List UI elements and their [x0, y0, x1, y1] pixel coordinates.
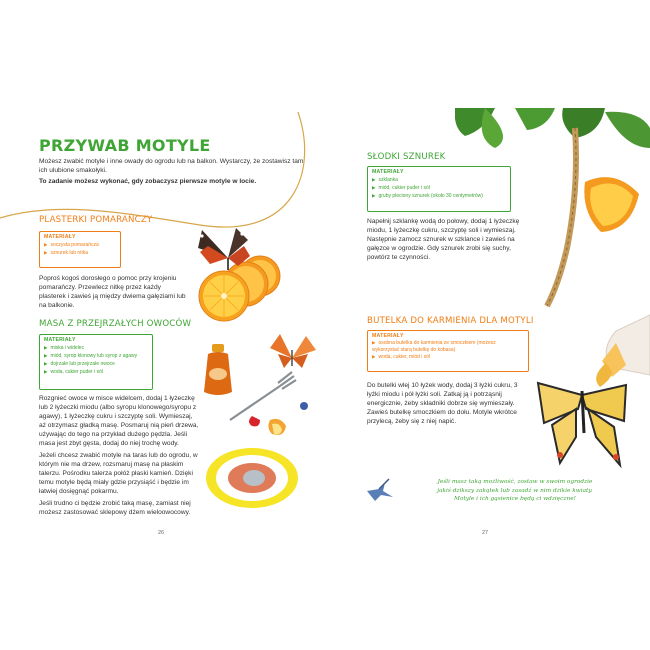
fruit-text-2: Jeżeli chcesz zwabić motyle na taras lub do ogrodu, w którym nie ma drzew, rozsmaruj masę na płaskim talerzu. Pośrodku talerza połóż płaski kamień. Dzięki temu motyle będą miały gdzie przysiąść i będzie im łatwiej dosięgnąć pokarmu.	[39, 452, 198, 495]
page-number-right: 27	[482, 530, 489, 536]
note-line: jakiś dzikszy zakątek lub zasadź w nim dzikie kwiaty.	[437, 487, 593, 494]
fruit-materials-box	[39, 334, 153, 390]
material-item: ▶ osobna butelka do karmienia ze smoczkiem (możesz wykorzystać starą butelkę do kobasa)	[372, 340, 512, 353]
leaf-icon	[515, 108, 555, 130]
intro-text: Możesz zwabić motyle i inne owady do ogrodu lub na balkon. Wystarczy, że zostawisz tam ich ulubione smakołyki.	[39, 158, 304, 174]
butterfly-icon	[270, 334, 316, 368]
material-item: ▶ dojrzałe lub przejrzałe owoce	[44, 360, 148, 368]
leaf-icon	[562, 108, 605, 138]
string-materials-box	[367, 166, 511, 212]
bottle-icon	[596, 315, 650, 387]
fruit-text-1: Rozgnieć owoce w misce widelcem, dodaj 1 łyżeczkę lub 2 łyżeczki miodu (albo syropu klonowego/syropu z agawy), 1 łyżeczkę cukru i szczyptę soli. Wymieszaj, aż otrzymasz gładką masę. Posmaruj nią pień drzewa, używając do tego na przykład dużego pędzla. Jeśli masa jest zbyt gęsta, dodaj do niej trochę wody.	[39, 395, 199, 447]
material-item: ▶ szklanka	[372, 176, 506, 184]
oranges-text: Poproś kogoś dorosłego o pomoc przy krojeniu pomarańczy. Przewlecz nitkę przez każdy plasterek i zawieś ją między dwiema gałęziami lub na balkonie.	[39, 275, 186, 309]
oranges-materials-box	[39, 231, 121, 268]
leaf-icon	[605, 112, 650, 148]
bottle-heading: BUTELKA DO KARMIENIA DLA MOTYLI	[367, 316, 534, 326]
material-item: ▶ sznurek lub nitka	[44, 249, 116, 257]
material-item: ▶ soczysta pomarańcza	[44, 241, 116, 249]
material-item: ▶ miska i widelec	[44, 344, 148, 352]
leaf-icon	[482, 108, 503, 148]
string-text: Napełnij szklankę wodą do połowy, dodaj 1 łyżeczkę miodu, 1 łyżeczkę cukru, szczyptę soli i wymieszaj. Następnie zamocz sznurek w szklance i zawieś na gałęzce w ogrodzie. Gdy sznurek zrobi się suchy, powtórz te czynności.	[367, 218, 520, 261]
page-number-left: 26	[158, 530, 165, 536]
intro-bold-text: To zadanie możesz wykonać, gdy zobaczysz pierwsze motyle w locie.	[39, 178, 257, 185]
feeding-bottle-illustration	[530, 305, 650, 480]
note-line: Jeśli masz taką możliwość, zostaw w swoim ogrodzie	[437, 479, 593, 485]
bottle-materials-box	[367, 330, 529, 372]
strawberry-icon	[249, 416, 260, 426]
blueberry-icon	[300, 402, 308, 410]
orange-piece-icon	[584, 177, 639, 232]
materials-title: MATERIAŁY	[44, 234, 76, 240]
fruit-text-3: Jeśli trudno ci będzie zrobić taką masę, zamiast niej możesz zastosować sklepowy dżem wieloowocowy.	[39, 500, 191, 516]
material-item: ▶ gruby pleciony sznurek (około 30 centymetrów)	[372, 192, 506, 200]
material-item: ▶ woda, cukier puder i sól	[44, 368, 148, 376]
bottle-text: Do butelki wlej 10 łyżek wody, dodaj 3 łyżki cukru, 3 łyżki miodu i pół łyżki soli. Zatkaj ją i potrząsnij energicznie, żeby składniki dobrze się wymieszały. Zawieś butelkę smoczkiem do dołu. Motyle wkrótce przylecą, żeby się z niej napić.	[367, 382, 518, 425]
string-heading: SŁODKI SZNUREK	[367, 152, 446, 162]
plate-icon	[206, 448, 298, 508]
oranges-heading: PLASTERKI POMARAŃCZY	[39, 215, 153, 225]
fruit-heading: MASA Z PRZEJRZAŁYCH OWOCÓW	[39, 319, 192, 329]
note-line: Motyle i ich gąsienice będą ci wdzięczne!	[454, 496, 576, 502]
material-item: ▶ miód, syrop klonowy lub syrop z agawy	[44, 352, 148, 360]
materials-title: MATERIAŁY	[44, 337, 76, 343]
swallowtail-butterfly-icon	[538, 383, 626, 465]
orange-slices-illustration	[188, 222, 288, 327]
fork-icon	[230, 372, 296, 420]
fruit-mash-illustration	[200, 328, 325, 513]
rope-icon	[547, 128, 576, 306]
materials-title: MATERIAŁY	[372, 169, 404, 175]
page-title: PRZYWAB MOTYLE	[39, 136, 211, 155]
material-item: ▶ miód, cukier puder i sól	[372, 184, 506, 192]
note-text	[390, 478, 640, 504]
syrup-bottle-icon	[204, 344, 232, 395]
material-item: ▶ woda, cukier, miód i sól	[372, 353, 524, 361]
materials-title: MATERIAŁY	[372, 333, 404, 339]
